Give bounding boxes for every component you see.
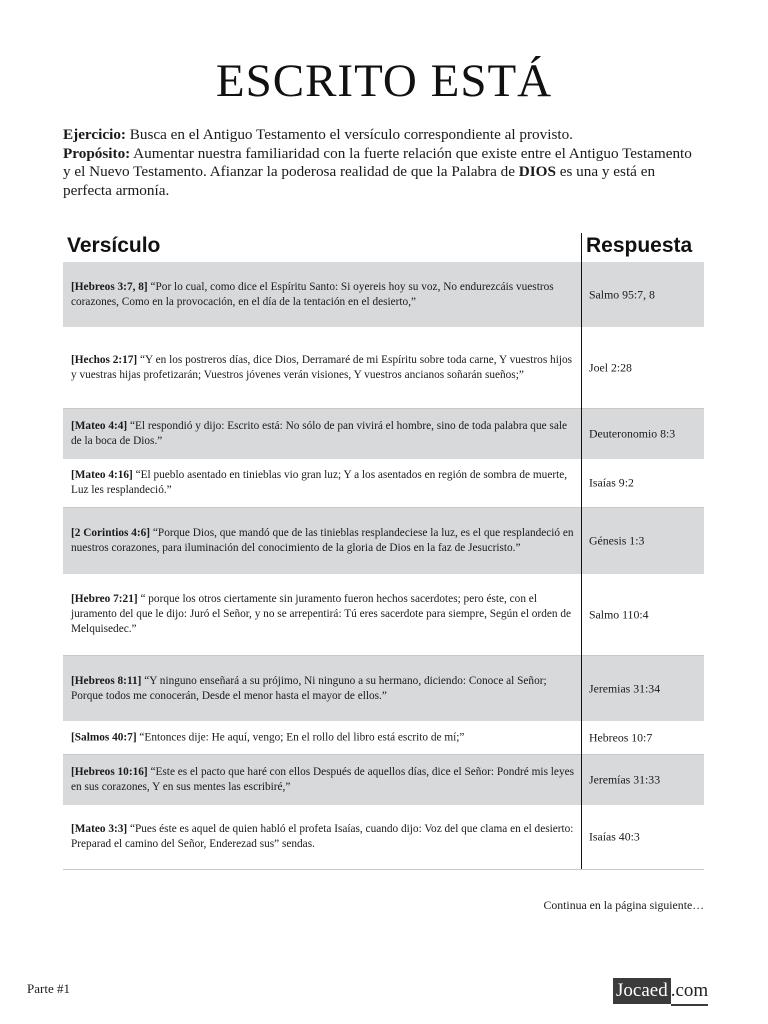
site-logo xyxy=(613,978,708,1004)
verse-cell xyxy=(71,279,575,309)
verse-cell xyxy=(71,526,575,556)
verse-cell xyxy=(71,352,575,382)
purpose-text: Aumentar nuestra familiaridad con la fuerte relación que existe entre el Antiguo Testamento y el Nuevo Testamento. Afianzar la poderosa realidad de que la Palabra de xyxy=(63,144,692,180)
table-row xyxy=(63,656,704,721)
verse-text: “Pues éste es aquel de quien habló el profeta Isaías, cuando dijo: Voz del que clama en el desierto: Preparad el camino del Señor, Enderezad sus” sendas. xyxy=(71,822,574,850)
purpose-text-end: es una y está en perfecta armonía. xyxy=(63,163,656,199)
answer-cell: Jeremías 31:33 xyxy=(589,772,661,787)
verse-ref: [Mateo 4:16] xyxy=(71,468,133,481)
exercise-text: Busca en el Antiguo Testamento el versículo correspondiente al provisto. xyxy=(125,126,573,143)
answer-cell: Jeremias 31:34 xyxy=(589,681,661,695)
page-title: ESCRITO ESTÁ xyxy=(215,55,553,107)
answer-cell: Salmo 95:7, 8 xyxy=(589,287,655,301)
table-row xyxy=(63,574,704,656)
verse-ref: [Mateo 3:3] xyxy=(71,822,128,835)
continue-note: Continua en la página siguiente… xyxy=(543,898,704,912)
column-header-answer: Respuesta xyxy=(586,234,693,257)
verse-text: “Y ninguno enseñará a su prójimo, Ni ninguno a su hermano, diciendo: Conoce al Señor; Porque todos me conocerán, Desde el menor hasta el mayor de ellos.” xyxy=(71,674,547,702)
verse-text: “Por lo cual, como dice el Espíritu Santo: Si oyereis hoy su voz, No endurezcáis vuestros corazones, Como en la provocación, en el día de la tentación en el desierto,” xyxy=(71,280,554,308)
verse-cell xyxy=(71,673,575,703)
verse-ref: [Hebreo 7:21] xyxy=(71,592,138,605)
verse-ref: [2 Corintios 4:6] xyxy=(71,526,151,539)
table-row xyxy=(63,262,704,327)
verse-text: “Porque Dios, que mandó que de las tinieblas resplandeciese la luz, es el que resplandeció en nuestros corazones, para iluminación del conocimiento de la gloria de Dios en la faz de Jesucristo.” xyxy=(71,526,574,554)
verse-ref: [Hebreos 3:7, 8] xyxy=(71,280,148,293)
table-row xyxy=(63,805,704,869)
verse-cell xyxy=(71,592,575,638)
exercise-label: Ejercicio: xyxy=(63,126,126,143)
page-label: Parte #1 xyxy=(27,981,70,996)
answer-cell: Isaías 40:3 xyxy=(589,829,640,844)
verse-cell xyxy=(71,419,575,449)
verse-ref: [Hebreos 10:16] xyxy=(71,765,148,778)
verse-cell xyxy=(71,468,575,498)
verse-ref: [Mateo 4:4] xyxy=(71,419,128,432)
instructions xyxy=(63,126,703,200)
table-row xyxy=(63,508,704,574)
table-row xyxy=(63,755,704,805)
table-row xyxy=(63,721,704,755)
verse-cell xyxy=(71,730,575,745)
verse-cell xyxy=(71,765,575,795)
table-row xyxy=(63,327,704,409)
verse-text: “Entonces dije: He aquí, vengo; En el rollo del libro está escrito de mí;” xyxy=(136,730,465,743)
verse-text: “El pueblo asentado en tinieblas vio gran luz; Y a los asentados en región de sombra de muerte, Luz les resplandeció.” xyxy=(71,468,568,496)
verse-text: “ porque los otros ciertamente sin juramento fueron hechos sacerdotes; pero éste, con el juramento del que le dijo: Juró el Señor, y no se arrepentirá: Tú eres sacerdote para siempre, Según el orden de Melquisedec.” xyxy=(71,592,571,636)
verse-cell xyxy=(71,822,575,852)
purpose-label: Propósito: xyxy=(63,144,131,162)
verse-text: “Y en los postreros días, dice Dios, Derramaré de mi Espíritu sobre toda carne, Y vuestros hijos y vuestras hijas profetizarán; Vuestros jóvenes verán visiones, Y vuestros ancianos soñarán sueños;” xyxy=(71,353,573,381)
answer-cell: Salmo 110:4 xyxy=(589,607,649,621)
column-header-verse: Versículo xyxy=(67,234,161,257)
purpose-bold-word: DIOS xyxy=(518,163,556,180)
table-header xyxy=(63,234,704,262)
answer-cell: Hebreos 10:7 xyxy=(589,730,653,744)
column-divider xyxy=(581,233,582,870)
table-bottom-rule xyxy=(63,869,704,870)
verse-text: “Este es el pacto que haré con ellos Después de aquellos días, dice el Señor: Pondré mis leyes en sus corazones, Y en sus mentes las escribiré,” xyxy=(71,765,575,793)
answer-cell: Isaías 9:2 xyxy=(589,475,634,490)
logo-suffix: .com xyxy=(671,978,708,1006)
answer-cell: Deuteronomio 8:3 xyxy=(589,426,676,441)
table-row xyxy=(63,459,704,508)
table-row xyxy=(63,409,704,459)
answer-cell: Génesis 1:3 xyxy=(589,533,645,548)
logo-name: Jocaed xyxy=(613,978,671,1004)
verse-ref: [Salmos 40:7] xyxy=(71,730,137,743)
verse-ref: [Hebreos 8:11] xyxy=(71,674,142,687)
answer-cell: Joel 2:28 xyxy=(589,360,632,374)
verse-ref: [Hechos 2:17] xyxy=(71,353,138,366)
verse-text: “El respondió y dijo: Escrito está: No sólo de pan vivirá el hombre, sino de toda palabra que sale de la boca de Dios.” xyxy=(71,419,567,447)
